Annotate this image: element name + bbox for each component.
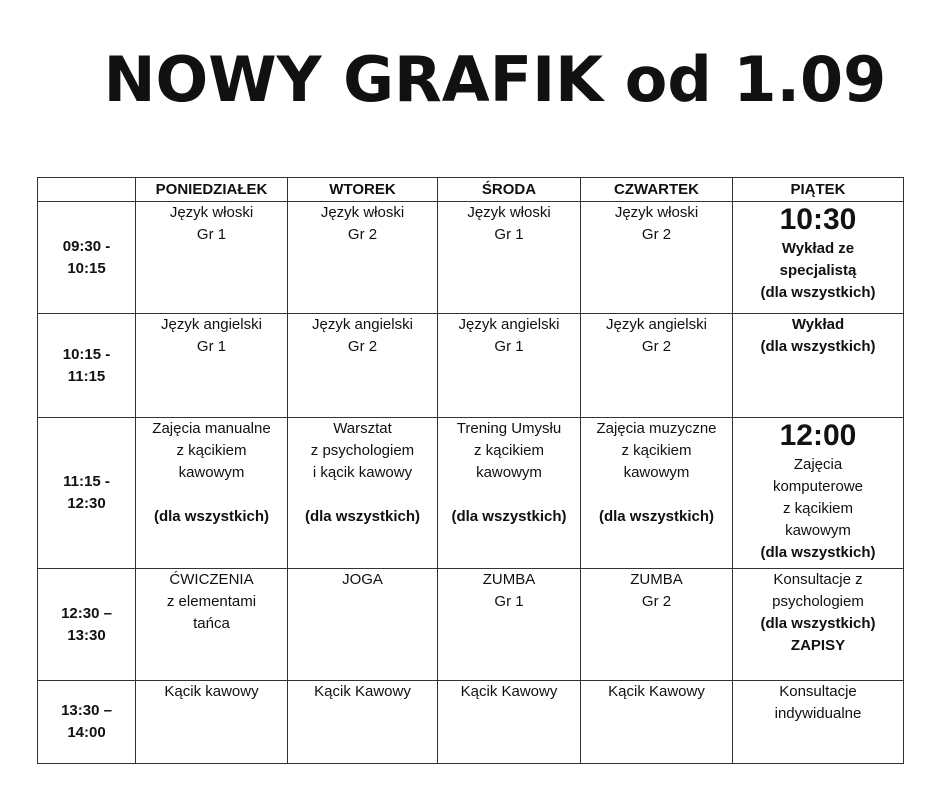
activity-line: Gr 2 [347,338,378,355]
activity-note: (dla wszystkich) [760,544,876,561]
activity-note: (dla wszystkich) [451,508,567,525]
activity-line: Język angielski [312,316,413,333]
activity-line: indywidualne [774,705,862,722]
activity-line: Gr 1 [494,226,524,243]
activity-note: (dla wszystkich) [304,508,421,525]
table-row [38,202,904,314]
activity-line: Kącik Kawowy [314,683,411,700]
activity-line: Gr 1 [196,338,227,355]
activity-line: Gr 2 [641,338,672,355]
activity-note: (dla wszystkich) [760,615,876,632]
activity-line: Język włoski [614,204,699,221]
time-slot [38,314,136,418]
table-row [38,569,904,681]
activity-line: Trening Umysłu [456,420,562,437]
activity-cell-thursday [581,418,733,569]
activity-note: (dla wszystkich) [760,284,876,301]
time-slot [38,569,136,681]
activity-cell-wednesday [438,202,581,314]
table-row [38,418,904,569]
activity-cell-wednesday [438,314,581,418]
activity-note: (dla wszystkich) [598,508,715,525]
activity-cell-monday [136,418,288,569]
activity-line: JOGA [342,571,383,588]
activity-cell-monday [136,314,288,418]
activity-line: Język angielski [161,316,262,333]
activity-line: Wykład [791,316,845,333]
time-slot [38,681,136,764]
day-header-thursday: CZWARTEK [581,178,733,202]
activity-line: Wykład ze [781,240,855,257]
activity-line: ZUMBA [482,571,536,588]
activity-cell-tuesday [288,418,438,569]
activity-line: z psychologiem [310,442,415,459]
activity-line: Gr 2 [641,593,672,610]
activity-line: specjalistą [779,262,857,279]
time-slot [38,202,136,314]
day-header-wednesday: ŚRODA [438,178,581,202]
time-end: 10:15 [67,259,106,277]
activity-line: z kącikiem [621,442,692,459]
activity-line: Język włoski [169,204,254,221]
activity-cell-wednesday [438,569,581,681]
activity-cell-wednesday [438,418,581,569]
activity-cell-thursday [581,681,733,764]
activity-line: Konsultacje [779,683,857,700]
activity-line: Gr 2 [641,226,672,243]
time-end: 13:30 [67,626,106,644]
activity-line: z kącikiem [473,442,544,459]
time-start: 11:15 - [63,473,110,490]
activity-cell-monday [136,569,288,681]
activity-line: Gr 1 [196,226,227,243]
header-row [38,178,904,202]
activity-line: Konsultacje z [773,571,863,588]
time-start: 09:30 - [62,237,111,255]
activity-line: kawowym [785,522,851,539]
activity-note: (dla wszystkich) [153,508,270,525]
corner-cell [38,178,136,202]
activity-line: Zajęcia manualne [152,420,271,437]
activity-cell-tuesday [288,681,438,764]
day-header-friday: PIĄTEK [733,178,904,202]
activity-line: Gr 1 [494,338,524,355]
activity-cell-monday [136,202,288,314]
activity-line: Gr 2 [347,226,378,243]
time-start: 12:30 – [61,604,112,622]
activity-cell-friday [733,314,904,418]
activity-line: Zajęcia muzyczne [596,420,717,437]
activity-line: ĆWICZENIA [169,571,254,588]
activity-cell-friday [733,569,904,681]
activity-line: Kącik Kawowy [460,683,558,700]
friday-time: 10:30 [779,203,857,236]
activity-line: kawowym [178,464,245,481]
activity-line: z kącikiem [176,442,247,459]
activity-cell-wednesday [438,681,581,764]
activity-line: z elementami [166,593,257,610]
activity-line: Język włoski [467,204,551,221]
time-start: 13:30 – [61,702,112,719]
time-slot [38,418,136,569]
friday-time: 12:00 [779,419,857,452]
activity-line: Język angielski [458,316,560,333]
activity-line: Zajęcia [793,456,843,473]
activity-cell-friday [733,202,904,314]
activity-cell-tuesday [288,314,438,418]
activity-cell-friday [733,681,904,764]
day-header-tuesday: WTOREK [288,178,438,202]
activity-cell-thursday [581,314,733,418]
activity-line: ZUMBA [630,571,683,588]
activity-cell-thursday [581,202,733,314]
table-row [38,681,904,764]
schedule-table [37,177,904,764]
activity-cell-friday [733,418,904,569]
activity-cell-thursday [581,569,733,681]
activity-line: komputerowe [772,478,864,495]
day-header-monday: PONIEDZIAŁEK [136,178,288,202]
activity-note: ZAPISY [790,637,846,654]
activity-line: Kącik Kawowy [608,683,705,700]
activity-line: i kącik kawowy [312,464,413,481]
time-end: 12:30 [67,495,106,512]
time-end: 11:15 [67,367,106,385]
activity-line: kawowym [623,464,690,481]
activity-cell-tuesday [288,569,438,681]
activity-line: kawowym [476,464,542,481]
activity-line: Warsztat [333,420,392,437]
activity-line: Kącik kawowy [164,683,259,700]
activity-line: Język angielski [606,316,707,333]
activity-cell-monday [136,681,288,764]
time-end: 14:00 [67,724,106,741]
activity-note: (dla wszystkich) [760,338,876,355]
activity-cell-tuesday [288,202,438,314]
activity-line: Gr 1 [494,593,524,610]
table-row [38,314,904,418]
time-start: 10:15 - [62,345,111,363]
activity-line: z kącikiem [782,500,853,517]
activity-line: Język włoski [320,204,405,221]
activity-line: psychologiem [772,593,864,610]
page-title: NOWY GRAFIK od 1.09 [103,43,887,116]
activity-line: tańca [193,615,230,632]
